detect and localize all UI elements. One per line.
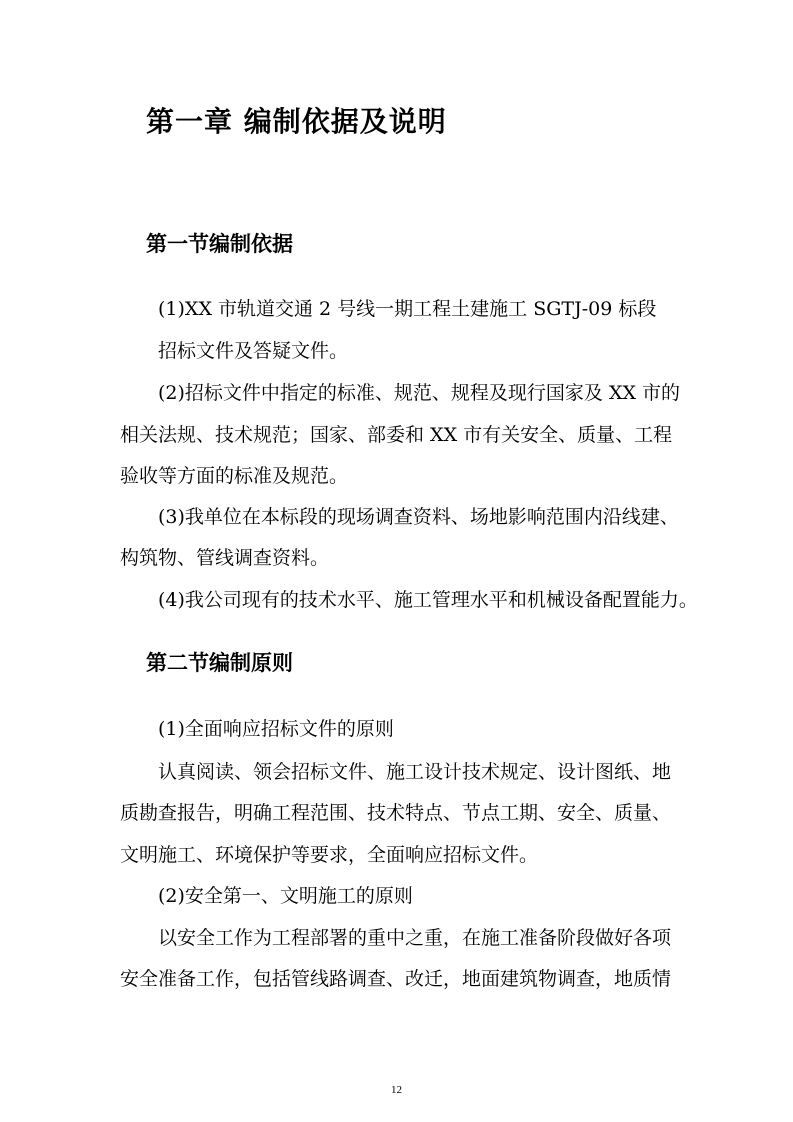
paragraph-line: (2)安全第一、文明施工的原则 xyxy=(158,885,413,907)
paragraph-line: (2)招标文件中指定的标准、规范、规程及现行国家及 XX 市的 xyxy=(158,382,681,404)
paragraph-line: 验收等方面的标准及规范。 xyxy=(120,465,349,487)
section-title-basis: 第一节编制依据 xyxy=(146,232,293,256)
section-title-principles: 第二节编制原则 xyxy=(146,651,293,675)
paragraph-line: (1)XX 市轨道交通 2 号线一期工程土建施工 SGTJ-09 标段 xyxy=(158,298,657,320)
paragraph-line: 认真阅读、领会招标文件、施工设计技术规定、设计图纸、地 xyxy=(158,761,672,783)
paragraph-line: 以安全工作为工程部署的重中之重，在施工准备阶段做好各项 xyxy=(158,927,672,949)
paragraph-line: (3)我单位在本标段的现场调查资料、场地影响范围内沿线建、 xyxy=(158,506,679,528)
chapter-title: 第一章 编制依据及说明 xyxy=(146,105,447,138)
paragraph-line: (4)我公司现有的技术水平、施工管理水平和机械设备配置能力。 xyxy=(158,589,698,611)
paragraph-line: 相关法规、技术规范；国家、部委和 XX 市有关安全、质量、工程 xyxy=(120,424,673,446)
paragraph-line: 构筑物、管线调查资料。 xyxy=(120,547,330,569)
page-number: 12 xyxy=(391,1084,402,1096)
paragraph-line: (1)全面响应招标文件的原则 xyxy=(158,718,394,740)
paragraph-line: 质勘查报告，明确工程范围、技术特点、节点工期、安全、质量、 xyxy=(120,802,672,824)
paragraph-line: 安全准备工作，包括管线路调查、改迁，地面建筑物调查，地质情 xyxy=(120,968,672,990)
paragraph-line: 招标文件及答疑文件。 xyxy=(158,340,349,362)
paragraph-line: 文明施工、环境保护等要求，全面响应招标文件。 xyxy=(120,844,539,866)
